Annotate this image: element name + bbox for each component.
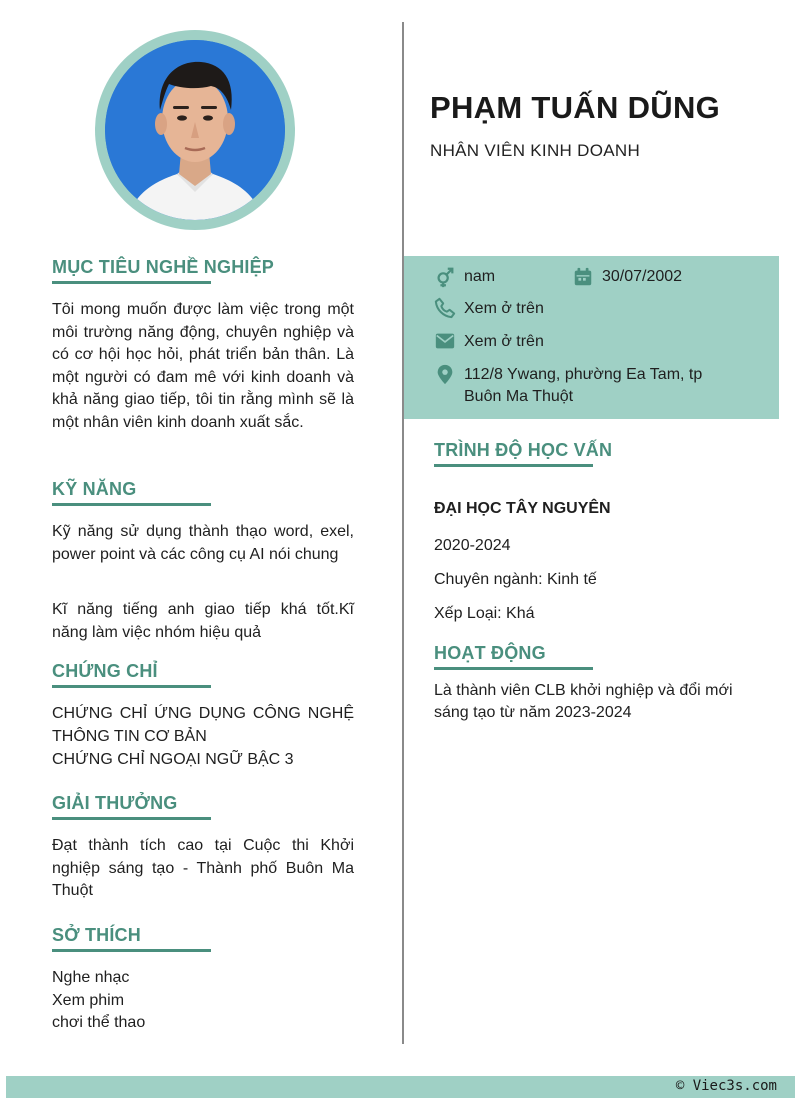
certificates-title: CHỨNG CHỈ [52, 661, 158, 681]
awards-title: GIẢI THƯỞNG [52, 793, 178, 813]
school-name: ĐẠI HỌC TÂY NGUYÊN [434, 500, 611, 517]
objective-text: Tôi mong muốn được làm việc trong một môi trường năng động, chuyên nghiệp và có cơ hội học hỏi, phát triển bản thân. Là một người có đam mê với kinh doanh và khả năng giao tiếp, tôi tin rằng mình sẽ là một nhân viên kinh doanh xuất sắc. [52, 301, 354, 431]
gender-value: nam [464, 268, 496, 285]
hobby-item: Nghe nhạc [52, 969, 130, 986]
hobby-item: chơi thể thao [52, 1014, 146, 1031]
activities-underline [434, 667, 593, 670]
education-underline [434, 464, 593, 467]
education-major: Chuyên ngành: Kinh tế [434, 571, 597, 588]
calendar-icon [572, 266, 594, 288]
hobbies-title: SỞ THÍCH [52, 925, 141, 945]
candidate-position: NHÂN VIÊN KINH DOANH [430, 141, 641, 160]
candidate-name: PHẠM TUẤN DŨNG [430, 90, 721, 125]
education-period: 2020-2024 [434, 537, 511, 554]
education-title: TRÌNH ĐỘ HỌC VẤN [434, 440, 613, 460]
column-divider [402, 22, 404, 1044]
phone-icon [434, 297, 456, 319]
activity-line: Là thành viên CLB khởi nghiệp và đổi mới [434, 682, 733, 699]
certificate-item: CHỨNG CHỈ NGOẠI NGỮ BẬC 3 [52, 751, 294, 768]
address-line: Buôn Ma Thuột [464, 388, 574, 405]
skills-underline [52, 503, 211, 506]
activities-title: HOẠT ĐỘNG [434, 643, 546, 663]
contact-panel [404, 256, 779, 419]
hobbies-underline [52, 949, 211, 952]
address-line: 112/8 Ywang, phường Ea Tam, tp [464, 366, 703, 383]
activity-line: sáng tạo từ năm 2023-2024 [434, 704, 632, 721]
portrait-photo [105, 40, 285, 220]
location-pin-icon [434, 363, 456, 385]
skills-title: KỸ NĂNG [52, 479, 137, 499]
birthday-value: 30/07/2002 [602, 268, 683, 285]
hobby-item: Xem phim [52, 992, 125, 1009]
certificates-underline [52, 685, 211, 688]
certificate-item: CHỨNG CHỈ ỨNG DỤNG CÔNG NGHỆ THÔNG TIN CƠ BẢN [52, 705, 354, 745]
objective-underline [52, 281, 211, 284]
phone-value[interactable]: Xem ở trên [464, 300, 544, 317]
footer-credit[interactable]: © Viec3s.com [675, 1078, 777, 1094]
education-rank: Xếp Loại: Khá [434, 605, 535, 622]
gender-icon [434, 266, 456, 288]
objective-title: MỤC TIÊU NGHỀ NGHIỆP [52, 257, 275, 277]
email-value[interactable]: Xem ở trên [464, 333, 544, 350]
skill-item: Kỹ năng sử dụng thành thạo word, exel, power point và các công cụ AI nói chung [52, 523, 354, 563]
mail-icon [434, 330, 456, 352]
skill-item: Kĩ năng tiếng anh giao tiếp khá tốt.Kĩ năng làm việc nhóm hiệu quả [52, 601, 354, 641]
avatar [105, 40, 285, 220]
awards-underline [52, 817, 211, 820]
awards-text: Đạt thành tích cao tại Cuộc thi Khởi nghiệp sáng tạo - Thành phố Buôn Ma Thuột [52, 837, 354, 900]
footer-bar [6, 1076, 795, 1098]
